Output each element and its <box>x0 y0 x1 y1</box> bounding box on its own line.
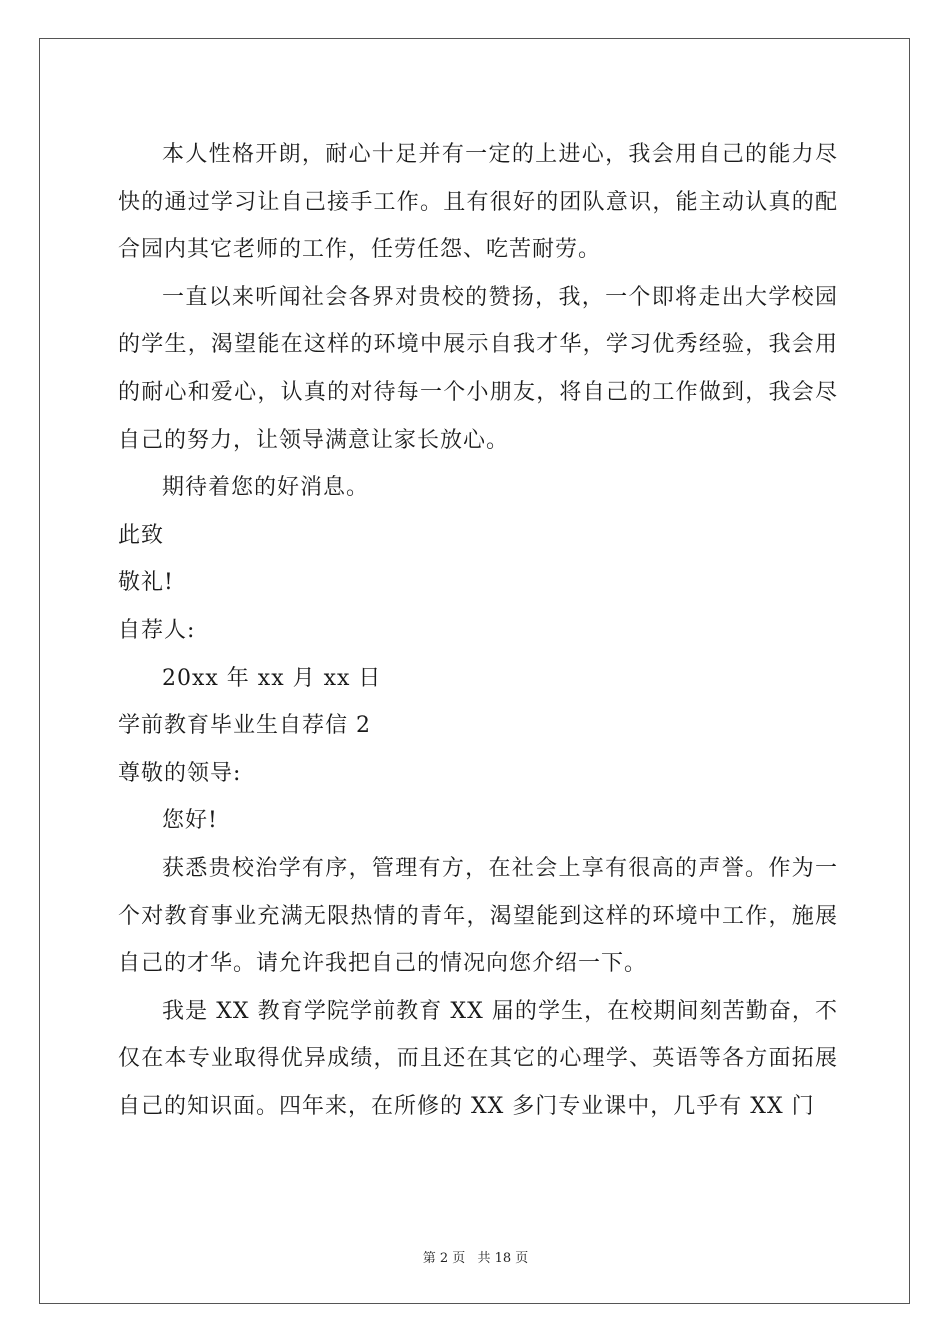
paragraph-personality: 本人性格开朗，耐心十足并有一定的上进心，我会用自己的能力尽快的通过学习让自己接手工作。且有很好的团队意识，能主动认真的配合园内其它老师的工作，任劳任怨、吃苦耐劳。 <box>118 142 838 263</box>
page-footer <box>40 1247 911 1266</box>
letter-body <box>118 131 838 1130</box>
letter-date: 20xx 年 xx 月 xx 日 <box>162 665 382 691</box>
paragraph-school-praise: 一直以来听闻社会各界对贵校的赞扬，我，一个即将走出大学校园的学生，渴望能在这样的环境中展示自我才华，学习优秀经验，我会用的耐心和爱心，认真的对待每一个小朋友，将自己的工作做到，我会尽自己的努力，让领导满意让家长放心。 <box>118 284 838 453</box>
page-number: 第 2 页 <box>422 1251 466 1266</box>
closing-ci-zhi: 此致 <box>118 522 165 548</box>
salutation: 尊敬的领导: <box>118 760 242 786</box>
signer-label: 自荐人: <box>118 617 196 643</box>
paragraph-expect-news: 期待着您的好消息。 <box>162 475 370 501</box>
page-total: 共 18 页 <box>477 1251 529 1266</box>
paragraph-school-reputation: 获悉贵校治学有序，管理有方，在社会上享有很高的声誉。作为一个对教育事业充满无限热情的青年，渴望能到这样的环境中工作，施展自己的才华。请允许我把自己的情况向您介绍一下。 <box>118 855 838 977</box>
document-page <box>39 38 910 1304</box>
closing-jing-li: 敬礼! <box>118 570 174 596</box>
paragraph-self-intro: 我是 XX 教育学院学前教育 XX 届的学生，在校期间刻苦勤奋，不仅在本专业取得优异成绩，而且还在其它的心理学、英语等各方面拓展自己的知识面。四年来，在所修的 XX 多门专业课中，几乎有 XX 门 <box>118 998 838 1119</box>
greeting: 您好! <box>162 808 218 834</box>
letter2-title: 学前教育毕业生自荐信 2 <box>118 713 371 739</box>
